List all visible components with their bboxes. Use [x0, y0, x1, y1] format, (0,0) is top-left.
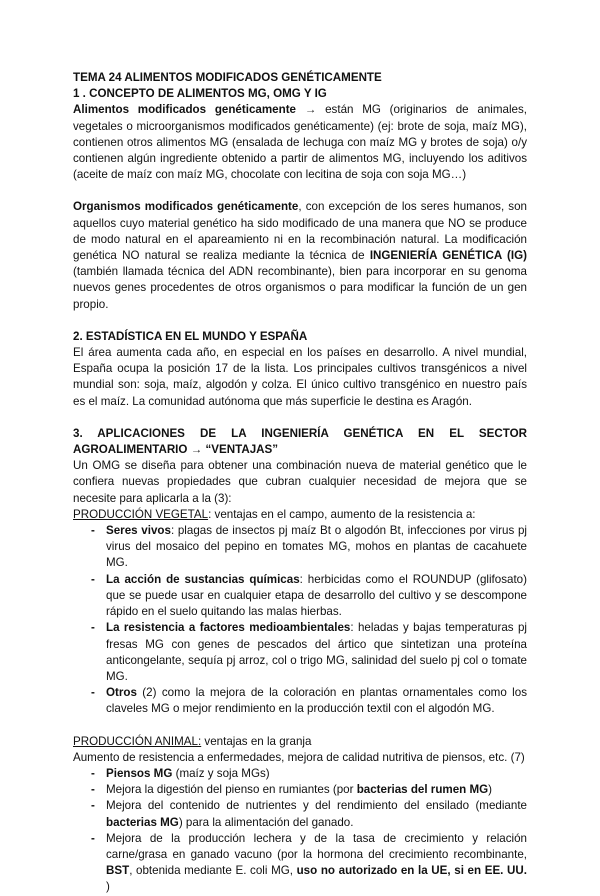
list-item: [106, 831, 527, 896]
term-omg: Organismos modificados genéticamente: [73, 200, 299, 214]
list-item-term: La resistencia a factores medioambientales: [106, 621, 351, 635]
list-item-text: Mejora la digestión del pienso en rumiantes (por: [106, 783, 357, 797]
paragraph-omg-intro: Un OMG se diseña para obtener una combinación nueva de material genético que le confiera nuevas propiedades que cubran cualquier necesidad de mejora que se necesite para aplicarla a la (3):: [73, 459, 527, 505]
paragraph-omg: [73, 199, 527, 312]
list-item: [106, 782, 527, 798]
list-item-term: Otros: [106, 686, 137, 700]
list-item-term: Piensos MG: [106, 766, 173, 780]
document-page: [73, 70, 527, 896]
produccion-animal-line: [73, 734, 527, 750]
produccion-vegetal-line: [73, 507, 527, 523]
list-item-text: (maíz y soja MGs): [172, 766, 270, 780]
list-item-term: bacterias del rumen MG: [356, 783, 489, 797]
list-item-text: : heladas y bajas temperaturas pj fresas MG con genes de pescados del ártico que sintetizan una proteína anticongelante, sequía pj arroz, col o trigo MG, salinidad del suelo pj col o tomate MG.: [106, 621, 527, 683]
list-item-term: Seres vivos: [106, 524, 171, 538]
section-3-heading-line-1: 3. APLICACIONES DE LA INGENIERÍA GENÉTICA EN EL SECTOR: [73, 426, 527, 440]
list-item: [106, 523, 527, 572]
list-item-text: ): [488, 783, 493, 797]
produccion-animal-desc: ventajas en la granja: [201, 734, 312, 748]
section-2-heading: 2. ESTADÍSTICA EN EL MUNDO Y ESPAÑA: [73, 329, 308, 343]
list-item-text: ): [106, 880, 110, 894]
list-item: [106, 685, 527, 717]
list-item-text: : plagas de insectos pj maíz Bt o algodón Bt, infecciones por virus pj virus del mosaico del pepino en tomates MG, mohos en plantas de cacahuete MG.: [106, 524, 527, 570]
list-item-text: Mejora del contenido de nutrientes y del rendimiento del ensilado (mediante: [106, 799, 527, 813]
list-item-term: bacterias MG: [106, 815, 179, 829]
paragraph-text: (también llamada técnica del ADN recombinante), bien para incorporar en su genoma nuevos genes procedentes de otros organismos o para modificar la función de un gen propio.: [73, 265, 527, 311]
list-item-text: : herbicidas como el ROUNDUP (glifosato) que se puede usar en cualquier etapa de desarrollo del cultivo y se descompone rápido en el suelo quitando las malas hierbas.: [106, 572, 527, 619]
animal-list: [73, 766, 527, 896]
list-item: [106, 572, 527, 621]
produccion-vegetal-label: PRODUCCIÓN VEGETAL: [73, 507, 209, 521]
list-item-term: uso no autorizado en la UE, si en EE. UU.: [296, 864, 527, 878]
list-item-text: (2) como la mejora de la coloración en plantas ornamentales como los claveles MG o mejor rendimiento en la producción textil con el algodón MG.: [106, 686, 527, 716]
section-3-heading-line-2: AGROALIMENTARIO → “VENTAJAS”: [73, 443, 279, 457]
list-item: [106, 620, 527, 685]
list-item-text: , obtenida mediante E. coli MG,: [129, 864, 297, 878]
term-ingenieria-genetica: INGENIERÍA GENÉTICA (IG): [369, 249, 527, 263]
paragraph-text: , con excepción de los seres humanos, son aquellos cuyo material genético ha sido modificado de una manera que NO se produce de modo natural en el apareamiento ni en la recombinación natural. La modificación genética NO natural se realiza mediante la técnica de: [73, 200, 527, 263]
list-item-term: La acción de sustancias químicas: [106, 572, 300, 586]
list-item: [106, 798, 527, 830]
document-title: TEMA 24 ALIMENTOS MODIFICADOS GENÉTICAMENTE: [73, 71, 382, 84]
paragraph-alimentos-mg: [73, 102, 527, 183]
produccion-animal-intro: Aumento de resistencia a enfermedades, mejora de calidad nutritiva de piensos, etc. (7): [73, 750, 525, 764]
section-1-heading: 1 . CONCEPTO DE ALIMENTOS MG, OMG Y IG: [73, 87, 327, 101]
vegetal-list: [73, 523, 527, 717]
term-alimentos-mg: Alimentos modificados genéticamente: [73, 103, 297, 117]
list-item-term: BST: [106, 864, 130, 878]
list-item-text: ) para la alimentación del ganado.: [178, 815, 354, 829]
list-item: [106, 766, 527, 782]
paragraph-estadistica: El área aumenta cada año, en especial en los países en desarrollo. A nivel mundial, España ocupa la posición 17 de la lista. Los principales cultivos transgénicos a nivel mundial son: soja, maíz, algodón y colza. El único cultivo transgénico en nuestro país es el maíz. La comunidad autónoma que más superficie le destina es Aragón.: [73, 346, 527, 408]
paragraph-text: → están MG (originarios de animales, vegetales o microorganismos modificados genéticamente) (ej: brote de soja, maíz MG), contienen otros alimentos MG (ensalada de lechuga con maíz MG y brotes de soja) o/y contienen algún ingrediente obtenido a partir de alimentos MG, incluyendo los aditivos (aceite de maíz con maíz MG, chocolate con lecitina de soja con soja MG…): [73, 103, 527, 182]
produccion-vegetal-desc: : ventajas en el campo, aumento de la resistencia a:: [208, 507, 476, 521]
produccion-animal-label: PRODUCCIÓN ANIMAL:: [73, 734, 202, 748]
list-item-text: Mejora de la producción lechera y de la tasa de crecimiento y relación carne/grasa en ganado vacuno (por la hormona del crecimiento recombinante,: [106, 831, 527, 861]
